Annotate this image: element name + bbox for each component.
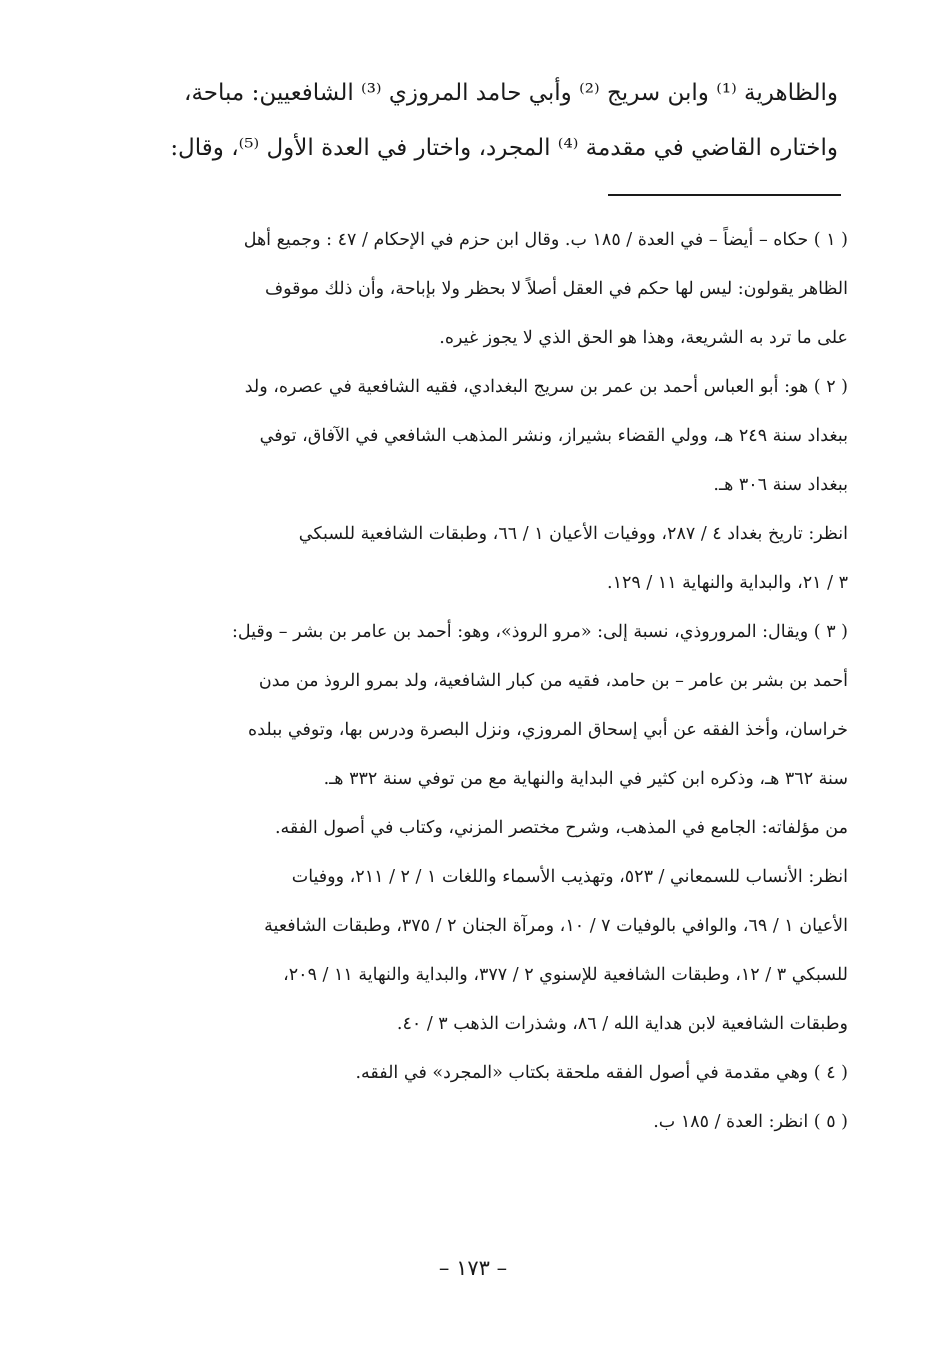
- footnote-line: ٣ / ٢١، والبداية والنهاية ١١ / ١٢٩.: [606, 573, 848, 593]
- footnote-separator: [608, 194, 841, 196]
- footnote-line: أحمد بن بشر بن عامر – بن حامد، فقيه من كبار الشافعية، ولد بمرو الروذ من مدن: [258, 671, 848, 691]
- footnote-line: على ما ترد به الشريعة، وهذا هو الحق الذي لا يجوز غيره.: [439, 328, 848, 348]
- footnote-line: سنة ٣٦٢ هـ، وذكره ابن كثير في البداية والنهاية مع من توفي سنة ٣٣٢ هـ.: [323, 769, 848, 789]
- main-text-line-1: والظاهرية ⁽¹⁾ وابن سريج ⁽²⁾ وأبي حامد المروزي ⁽³⁾ الشافعيين: مباحة،: [184, 80, 838, 106]
- footnote-line: ( ٤ ) وهي مقدمة في أصول الفقه ملحقة بكتاب «المجرد» في الفقه.: [355, 1063, 848, 1083]
- footnote-line: الظاهر يقولون: ليس لها حكم في العقل أصلاً لا بحظر ولا بإباحة، وأن ذلك موقوف: [264, 279, 848, 299]
- footnote-line: وطبقات الشافعية لابن هداية الله / ٨٦، وشذرات الذهب ٣ / ٤٠.: [396, 1014, 848, 1034]
- footnote-line: ببغداد سنة ٢٤٩ هـ، وولي القضاء بشيراز، ونشر المذهب الشافعي في الآفاق، توفي: [259, 426, 848, 446]
- footnote-line: ( ٥ ) انظر: العدة / ١٨٥ ب.: [653, 1112, 848, 1132]
- footnote-line: ( ١ ) حكاه – أيضاً – في العدة / ١٨٥ ب. وقال ابن حزم في الإحكام / ٤٧ : وجميع أهل: [243, 230, 848, 250]
- footnote-line: ( ٢ ) هو: أبو العباس أحمد بن عمر بن سريج البغدادي، فقيه الشافعية في عصره، ولد: [244, 377, 848, 397]
- footnote-line: من مؤلفاته: الجامع في المذهب، وشرح مختصر المزني، وكتاب في أصول الفقه.: [274, 818, 848, 838]
- page-number: – ١٧٣ –: [438, 1256, 508, 1280]
- footnote-line: الأعيان ١ / ٦٩، والوافي بالوفيات ٧ / ١٠، ومرآة الجنان ٢ / ٣٧٥، وطبقات الشافعية: [264, 916, 848, 936]
- footnote-line: ببغداد سنة ٣٠٦ هـ.: [713, 475, 848, 495]
- footnotes: [100, 216, 848, 1147]
- footnote-line: للسبكي ٣ / ١٢، وطبقات الشافعية للإسنوي ٢ / ٣٧٧، والبداية والنهاية ١١ / ٢٠٩،: [283, 965, 848, 985]
- footnote-line: خراسان، وأخذ الفقه عن أبي إسحاق المروزي، ونزل البصرة ودرس بها، وتوفي ببلده: [248, 720, 848, 740]
- footnote-line: انظر: الأنساب للسمعاني / ٥٢٣، وتهذيب الأسماء واللغات ١ / ٢ / ٢١١، ووفيات: [291, 867, 848, 887]
- footnote-line: ( ٣ ) ويقال: المروروذي، نسبة إلى: «مرو الروذ»، وهو: أحمد بن عامر بن بشر – وقيل:: [231, 622, 848, 642]
- footnote-line: انظر: تاريخ بغداد ٤ / ٢٨٧، ووفيات الأعيان ١ / ٦٦، وطبقات الشافعية للسبكي: [298, 524, 848, 544]
- main-text-line-2: واختاره القاضي في مقدمة ⁽⁴⁾ المجرد، واختار في العدة الأول ⁽⁵⁾، وقال:: [170, 135, 838, 161]
